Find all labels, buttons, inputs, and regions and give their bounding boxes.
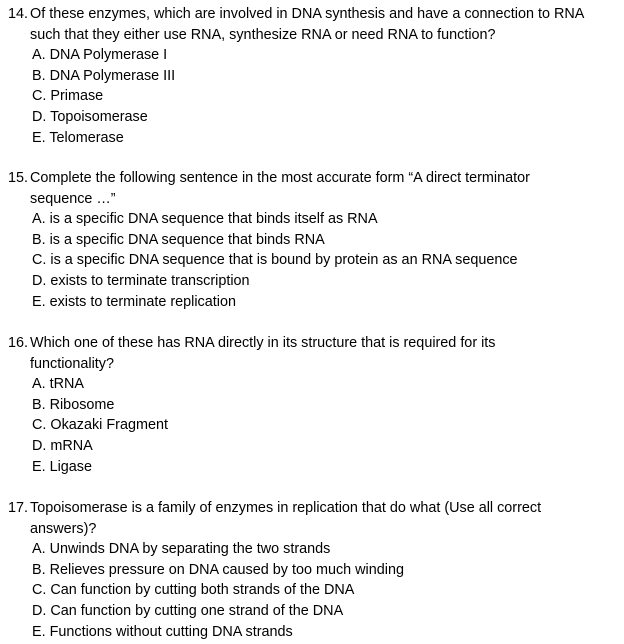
answer-option-e: E. Telomerase [32,129,124,146]
answer-option-a: A. DNA Polymerase I [32,47,168,64]
question-text-line: answers)? [30,520,97,537]
question-text-line: functionality? [30,355,114,372]
answer-option-c: C. Can function by cutting both strands of the DNA [32,582,355,599]
answer-options [8,374,620,477]
question-number: 17. [8,500,29,516]
answer-option-b: B. Relieves pressure on DNA caused by too much winding [32,561,404,578]
answer-option-d: D. Topoisomerase [32,108,148,125]
question-text-line: such that they either use RNA, synthesize RNA or need RNA to function? [30,26,496,43]
answer-option-b: B. Ribosome [32,396,115,413]
answer-option-b: B. is a specific DNA sequence that binds RNA [32,231,325,248]
answer-options [8,209,620,312]
question-text-line [8,498,620,519]
answer-option-e: E. Ligase [32,458,93,475]
answer-option-a: A. Unwinds DNA by separating the two strands [32,541,331,558]
answer-option-d: D. exists to terminate transcription [32,272,250,289]
question-number: 15. [8,170,29,186]
answer-options [8,539,620,642]
answer-option-c: C. is a specific DNA sequence that is bound by protein as an RNA sequence [32,252,518,269]
answer-option-e: E. exists to terminate replication [32,293,236,310]
answer-option-c: C. Okazaki Fragment [32,417,168,434]
answer-option-d: D. mRNA [32,437,93,454]
answer-option-b: B. DNA Polymerase III [32,67,176,84]
question-16 [8,333,620,477]
answer-option-c: C. Primase [32,88,104,105]
question-text: Complete the following sentence in the most accurate form “A direct terminator [30,170,530,186]
question-text-line [8,168,620,189]
answer-options [8,45,620,148]
question-number: 14. [8,6,29,22]
question-number: 16. [8,335,29,351]
question-text: Which one of these has RNA directly in its structure that is required for its [30,335,496,351]
question-text: Of these enzymes, which are involved in DNA synthesis and have a connection to RNA [30,6,585,22]
question-text-line [8,4,620,25]
answer-option-d: D. Can function by cutting one strand of the DNA [32,602,344,619]
question-text: Topoisomerase is a family of enzymes in replication that do what (Use all correct [30,500,542,516]
question-text-line: sequence …” [30,190,116,207]
question-17 [8,498,620,642]
answer-option-a: A. tRNA [32,376,84,393]
question-text-line [8,333,620,354]
answer-option-e: E. Functions without cutting DNA strands [32,623,293,640]
question-15 [8,168,620,312]
answer-option-a: A. is a specific DNA sequence that binds itself as RNA [32,211,378,228]
question-14 [8,4,620,148]
